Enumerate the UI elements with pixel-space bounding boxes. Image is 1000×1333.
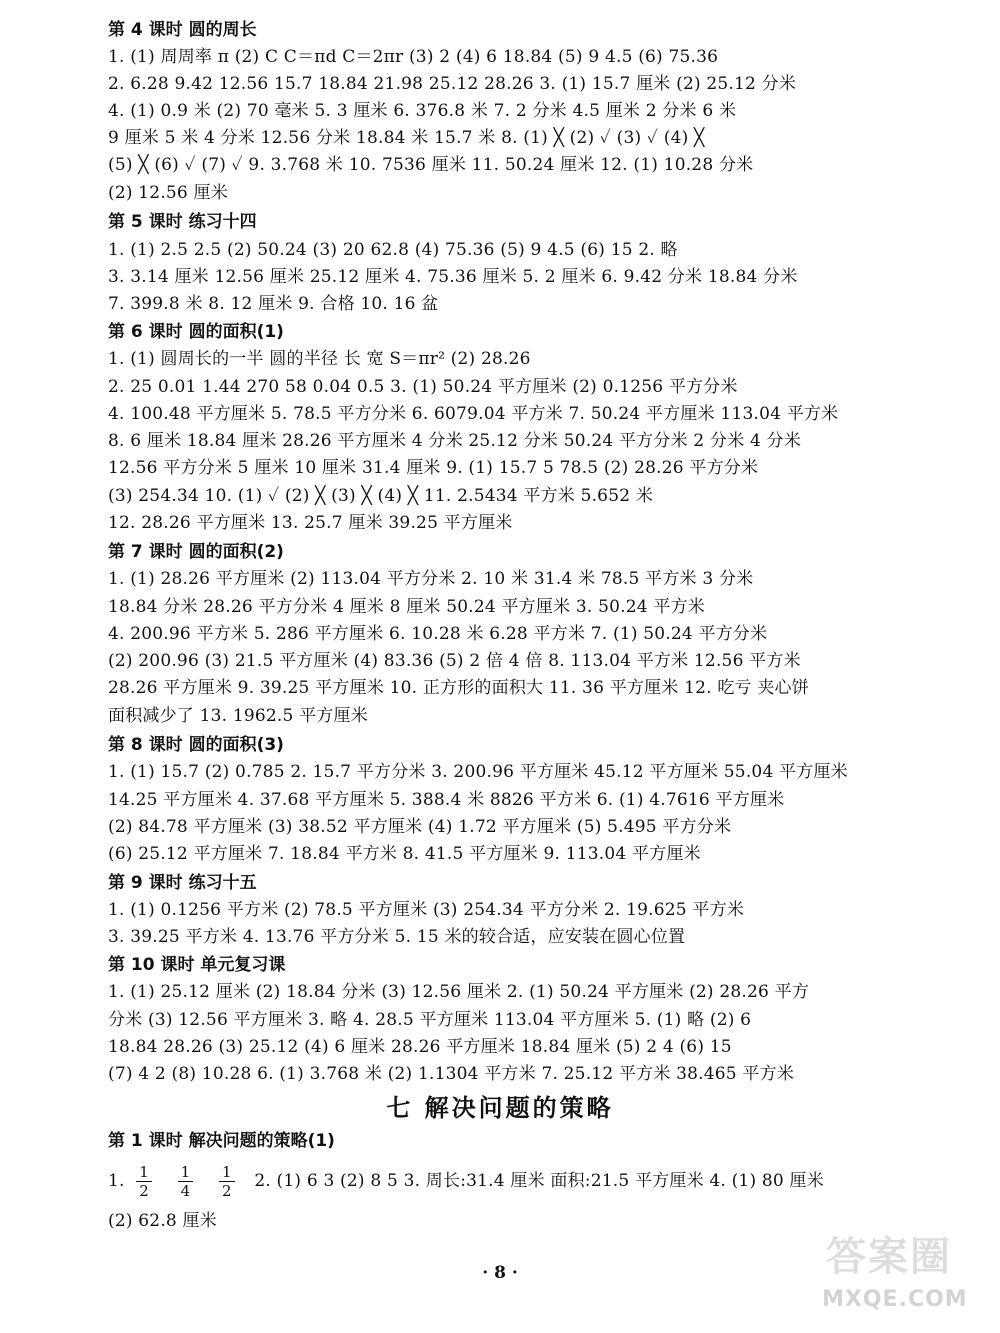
answer-line: 2. 6.28 9.42 12.56 15.7 18.84 21.98 25.12 28.26 3. (1) 15.7 厘米 (2) 25.12 分米 <box>108 74 797 94</box>
answer-line: 4. 200.96 平方米 5. 286 平方厘米 6. 10.28 米 6.28 平方米 7. (1) 50.24 平方分米 <box>108 624 768 644</box>
fraction-denominator: 4 <box>180 1182 191 1200</box>
answer-line: 1. (1) 圆周长的一半 圆的半径 长 宽 S＝πr² (2) 28.26 <box>108 349 531 369</box>
fraction-denominator: 2 <box>221 1182 232 1200</box>
answer-line: (2) 84.78 平方厘米 (3) 38.52 平方厘米 (4) 1.72 平方厘米 (5) 5.495 平方分米 <box>108 817 732 837</box>
answer-line: 1. (1) 0.1256 平方米 (2) 78.5 平方厘米 (3) 254.34 平方分米 2. 19.625 平方米 <box>108 900 745 920</box>
answer-line: 1. (1) 周周率 π (2) C C＝πd C＝2πr (3) 2 (4) 6 18.84 (5) 9 4.5 (6) 75.36 <box>108 47 719 67</box>
answer-line: 28.26 平方厘米 9. 39.25 平方厘米 10. 正方形的面积大 11. 36 平方厘米 12. 吃亏 夹心饼 <box>108 678 809 698</box>
section-title: 第 7 课时 圆的面积(2) <box>108 542 284 562</box>
fraction-numerator: 1 <box>178 1163 194 1182</box>
answer-line: 7. 399.8 米 8. 12 厘米 9. 合格 10. 16 盆 <box>108 294 439 314</box>
fraction-numerator: 1 <box>136 1163 152 1182</box>
section-title: 第 9 课时 练习十五 <box>108 873 257 893</box>
fraction <box>178 1163 194 1200</box>
answer-line: (3) 254.34 10. (1) ✓ (2) ╳ (3) ╳ (4) ╳ 11. 2.5434 平方米 5.652 米 <box>108 486 654 506</box>
answer-line: (6) 25.12 平方厘米 7. 18.84 平方米 8. 41.5 平方厘米 9. 113.04 平方厘米 <box>108 844 701 864</box>
answer-line: 9 厘米 5 米 4 分米 12.56 分米 18.84 米 15.7 米 8. (1) ╳ (2) ✓ (3) ✓ (4) ╳ <box>108 128 705 148</box>
section-title: 第 5 课时 练习十四 <box>108 212 257 232</box>
answer-line: 12. 28.26 平方厘米 13. 25.7 厘米 39.25 平方厘米 <box>108 513 513 533</box>
section-title: 第 4 课时 圆的周长 <box>108 20 257 40</box>
answer-line: 1. (1) 2.5 2.5 (2) 50.24 (3) 20 62.8 (4) 75.36 (5) 9 4.5 (6) 15 2. 略 <box>108 240 678 260</box>
question-number: 1. <box>108 1171 125 1191</box>
answer-line: 2. 25 0.01 1.44 270 58 0.04 0.5 3. (1) 50.24 平方厘米 (2) 0.1256 平方分米 <box>108 377 738 397</box>
section-title: 第 1 课时 解决问题的策略(1) <box>108 1131 335 1151</box>
answer-line: (2) 12.56 厘米 <box>108 183 228 203</box>
fraction <box>136 1163 152 1200</box>
answer-line: 3. 39.25 平方米 4. 13.76 平方分米 5. 15 米的较合适，应安装在圆心位置 <box>108 927 686 947</box>
answer-line: 面积减少了 13. 1962.5 平方厘米 <box>108 706 368 726</box>
answer-line: 1. (1) 25.12 厘米 (2) 18.84 分米 (3) 12.56 厘米 2. (1) 50.24 平方厘米 (2) 28.26 平方 <box>108 982 810 1002</box>
answer-line: (2) 62.8 厘米 <box>108 1211 217 1231</box>
answer-line: 3. 3.14 厘米 12.56 厘米 25.12 厘米 4. 75.36 厘米 5. 2 厘米 6. 9.42 分米 18.84 分米 <box>108 267 798 287</box>
page-number: · 8 · <box>482 1263 518 1283</box>
fraction-numerator: 1 <box>219 1163 235 1182</box>
section-title: 第 10 课时 单元复习课 <box>108 955 286 975</box>
answer-line: 分米 (3) 12.56 平方厘米 3. 略 4. 28.5 平方厘米 113.04 平方厘米 5. (1) 略 (2) 6 <box>108 1010 752 1030</box>
fraction <box>219 1163 235 1200</box>
section-title: 第 8 课时 圆的面积(3) <box>108 735 284 755</box>
section-title: 第 6 课时 圆的面积(1) <box>108 322 284 342</box>
answer-line: 4. 100.48 平方厘米 5. 78.5 平方分米 6. 6079.04 平方米 7. 50.24 平方厘米 113.04 平方米 <box>108 404 839 424</box>
answer-line-fractions <box>108 1158 824 1204</box>
answer-line: 18.84 28.26 (3) 25.12 (4) 6 厘米 28.26 平方厘米 18.84 厘米 (5) 2 4 (6) 15 <box>108 1037 732 1057</box>
answer-line: (2) 200.96 (3) 21.5 平方厘米 (4) 83.36 (5) 2 倍 4 倍 8. 113.04 平方米 12.56 平方米 <box>108 651 801 671</box>
watermark <box>808 1225 978 1325</box>
answer-line: 1. (1) 28.26 平方厘米 (2) 113.04 平方分米 2. 10 米 31.4 米 78.5 平方米 3 分米 <box>108 569 754 589</box>
answer-line: (7) 4 2 (8) 10.28 6. (1) 3.768 米 (2) 1.1304 平方米 7. 25.12 平方米 38.465 平方米 <box>108 1064 795 1084</box>
answer-line: 4. (1) 0.9 米 (2) 70 毫米 5. 3 厘米 6. 376.8 米 7. 2 分米 4.5 厘米 2 分米 6 米 <box>108 101 737 121</box>
answer-line: 12.56 平方分米 5 厘米 10 厘米 31.4 厘米 9. (1) 15.7 5 78.5 (2) 28.26 平方分米 <box>108 458 759 478</box>
watermark-url: MXQE.COM <box>822 1287 968 1312</box>
answer-line: 18.84 分米 28.26 平方分米 4 厘米 8 厘米 50.24 平方厘米 3. 50.24 平方米 <box>108 597 705 617</box>
watermark-logo: 答案圈 <box>826 1234 952 1280</box>
answer-line: (5) ╳ (6) ✓ (7) ✓ 9. 3.768 米 10. 7536 厘米 11. 50.24 厘米 12. (1) 10.28 分米 <box>108 155 754 175</box>
fraction-denominator: 2 <box>139 1182 149 1200</box>
answer-line: 1. (1) 15.7 (2) 0.785 2. 15.7 平方分米 3. 200.96 平方厘米 45.12 平方厘米 55.04 平方厘米 <box>108 762 848 782</box>
chapter-title: 七 解决问题的策略 <box>386 1094 614 1122</box>
answer-line: 14.25 平方厘米 4. 37.68 平方厘米 5. 388.4 米 8826 平方米 6. (1) 4.7616 平方厘米 <box>108 790 785 810</box>
answer-line: 8. 6 厘米 18.84 厘米 28.26 平方厘米 4 分米 25.12 分米 50.24 平方分米 2 分米 4 分米 <box>108 431 802 451</box>
answer-text: 2. (1) 6 3 (2) 8 5 3. 周长:31.4 厘米 面积:21.5 平方厘米 4. (1) 80 厘米 <box>254 1171 824 1191</box>
